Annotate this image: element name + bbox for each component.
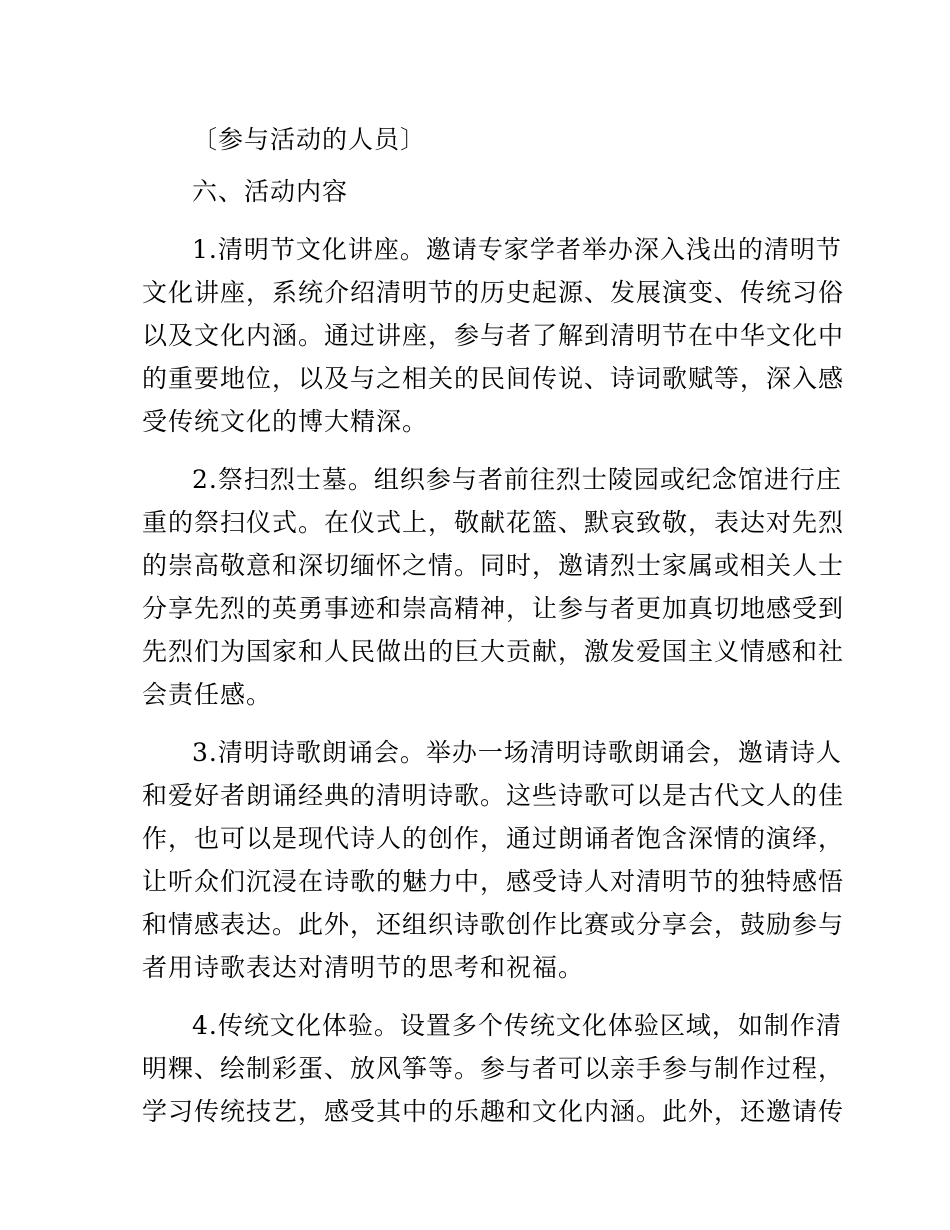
paragraph-line: 和爱好者朗诵经典的清明诗歌。这些诗歌可以是古代文人的佳 — [142, 781, 845, 810]
paragraph-line: 的重要地位，以及与之相关的民间传说、诗词歌赋等，深入感 — [142, 364, 845, 393]
paragraph-line: 4.传统文化体验。设置多个传统文化体验区域，如制作清 — [192, 1011, 842, 1040]
paragraph-line: 和情感表达。此外，还组织诗歌创作比赛或分享会，鼓励参与 — [142, 910, 845, 939]
paragraph-line: 分享先烈的英勇事迹和崇高精神，让参与者更加真切地感受到 — [142, 594, 845, 623]
paragraph-line: 者用诗歌表达对清明节的思考和祝福。 — [142, 953, 585, 982]
paragraph-culture-experience — [142, 1004, 845, 1133]
paragraph-line: 1.清明节文化讲座。邀请专家学者举办深入浅出的清明节 — [192, 235, 842, 264]
participants-note: 〔参与活动的人员〕 — [192, 125, 427, 154]
paragraph-line: 明粿、绘制彩蛋、放风筝等。参与者可以亲手参与制作过程， — [142, 1054, 845, 1083]
paragraph-line: 受传统文化的博大精深。 — [142, 407, 429, 436]
document-body — [142, 118, 845, 1133]
paragraph-line: 3.清明诗歌朗诵会。举办一场清明诗歌朗诵会，邀请诗人 — [192, 738, 842, 767]
paragraph-line: 让听众们沉浸在诗歌的魅力中，感受诗人对清明节的独特感悟 — [142, 867, 845, 896]
paragraph-line: 以及文化内涵。通过讲座，参与者了解到清明节在中华文化中 — [142, 321, 845, 350]
paragraph-poetry-recital — [142, 731, 845, 989]
paragraph-line: 2.祭扫烈士墓。组织参与者前往烈士陵园或纪念馆进行庄 — [192, 465, 842, 494]
paragraph-line: 学习传统技艺，感受其中的乐趣和文化内涵。此外，还邀请传 — [142, 1097, 845, 1126]
paragraph-line: 作，也可以是现代诗人的创作，通过朗诵者饱含深情的演绎， — [142, 824, 845, 853]
paragraph-line: 的崇高敬意和深切缅怀之情。同时，邀请烈士家属或相关人士 — [142, 551, 845, 580]
paragraph-line: 文化讲座，系统介绍清明节的历史起源、发展演变、传统习俗 — [142, 278, 845, 307]
paragraph-line: 先烈们为国家和人民做出的巨大贡献，激发爱国主义情感和社 — [142, 637, 845, 666]
paragraph-line: 重的祭扫仪式。在仪式上，敬献花篮、默哀致敬，表达对先烈 — [142, 508, 845, 537]
paragraph-line: 会责任感。 — [142, 680, 273, 709]
section-title: 六、活动内容 — [192, 177, 349, 206]
paragraph-tomb-sweeping — [142, 458, 845, 716]
paragraph-lecture — [142, 228, 845, 443]
